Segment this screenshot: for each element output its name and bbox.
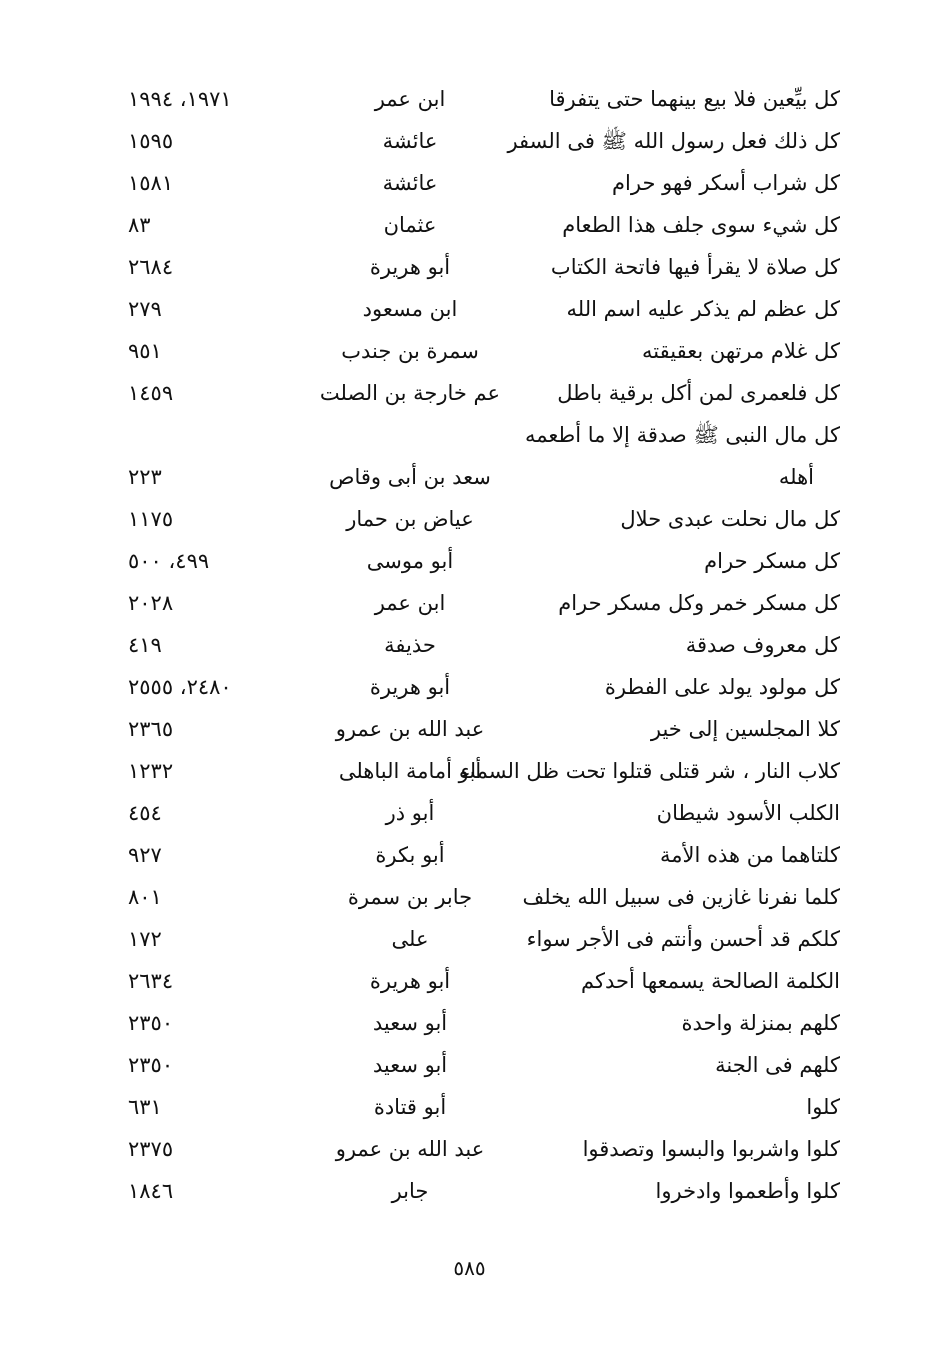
index-row xyxy=(110,792,850,834)
narrator-name: أبو سعيد xyxy=(372,1011,448,1035)
hadith-text: كل مال نحلت عبدى حلال xyxy=(620,507,840,531)
index-row xyxy=(110,288,850,330)
hadith-text: كلهم فى الجنة xyxy=(715,1053,840,1077)
hadith-number: ٦٣١ xyxy=(128,1095,162,1119)
hadith-text: كل مولود يولد على الفطرة xyxy=(604,675,840,699)
hadith-text: كل مسكر خمر وكل مسكر حرام xyxy=(558,591,840,615)
hadith-number: ٢٠٢٨ xyxy=(128,591,174,615)
narrator-name: أبو هريرة xyxy=(369,675,451,699)
hadith-number: ١٥٩٥ xyxy=(128,129,174,153)
hadith-text: الكلمة الصالحة يسمعها أحدكم xyxy=(580,969,840,993)
hadith-text: كل شراب أسكر فهو حرام xyxy=(612,171,840,195)
hadith-text: كلا المجلسين إلى خير xyxy=(650,717,840,741)
page-number: ٥٨٥ xyxy=(453,1256,486,1280)
hadith-text: كلما نفرنا غازين فى سبيل الله يخلف xyxy=(522,885,840,909)
narrator-name: أبو هريرة xyxy=(369,255,451,279)
narrator-name: أبو سعيد xyxy=(372,1053,448,1077)
index-row xyxy=(110,1128,850,1170)
index-row xyxy=(110,960,850,1002)
index-row xyxy=(110,204,850,246)
hadith-index-table xyxy=(110,78,850,1212)
hadith-text: كلاب النار ، شر قتلى قتلوا تحت ظل السماء xyxy=(460,759,840,783)
hadith-text: كلكم قد أحسن وأنتم فى الأجر سواء xyxy=(526,927,840,951)
hadith-text: كلهم بمنزلة واحدة xyxy=(681,1011,840,1035)
hadith-text: كل عظم لم يذكر عليه اسم الله xyxy=(566,297,840,321)
index-row xyxy=(110,162,850,204)
hadith-text-continuation: أهله xyxy=(778,465,814,489)
narrator-name: جابر بن سمرة xyxy=(347,885,473,909)
index-row xyxy=(110,1170,850,1212)
narrator-name: أبو أمامة الباهلى xyxy=(338,759,482,783)
hadith-number: ٩٥١ xyxy=(128,339,162,363)
hadith-number: ١١٧٥ xyxy=(128,507,174,531)
narrator-name: سعد بن أبى وقاص xyxy=(329,465,491,489)
hadith-text: كل مسكر حرام xyxy=(704,549,840,573)
hadith-text: كل ذلك فعل رسول الله ﷺ فى السفر xyxy=(507,129,840,153)
index-row xyxy=(110,498,850,540)
index-row xyxy=(110,918,850,960)
hadith-text: كلوا وأطعموا وادخروا xyxy=(655,1179,840,1203)
narrator-name: أبو ذر xyxy=(385,801,435,825)
index-row xyxy=(110,540,850,582)
narrator-name: ابن عمر xyxy=(374,591,446,615)
hadith-number: ٨٠١ xyxy=(128,885,162,909)
index-row xyxy=(110,708,850,750)
narrator-name: سمرة بن جندب xyxy=(341,339,479,363)
hadith-number: ٢٢٣ xyxy=(128,465,162,489)
hadith-number: ٢٦٨٤ xyxy=(128,255,174,279)
narrator-name: أبو بكرة xyxy=(375,843,445,867)
index-row xyxy=(110,246,850,288)
narrator-name: عبد الله بن عمرو xyxy=(335,717,485,741)
index-row xyxy=(110,372,850,414)
hadith-number: ١٤٥٩ xyxy=(128,381,174,405)
hadith-number: ٢٣٦٥ xyxy=(128,717,174,741)
narrator-name: على xyxy=(391,927,429,951)
hadith-text: كل بيِّعين فلا بيع بينهما حتى يتفرقا xyxy=(549,87,840,111)
index-row xyxy=(110,1002,850,1044)
narrator-name: جابر xyxy=(391,1179,429,1203)
index-row xyxy=(110,78,850,120)
index-row xyxy=(110,120,850,162)
hadith-number: ٢٦٣٤ xyxy=(128,969,174,993)
hadith-number: ٤١٩ xyxy=(128,633,162,657)
hadith-text: كل صلاة لا يقرأ فيها فاتحة الكتاب xyxy=(550,255,840,279)
hadith-number: ١٩٧١، ١٩٩٤ xyxy=(128,87,232,111)
hadith-number: ٢٧٩ xyxy=(128,297,162,321)
narrator-name: عم خارجة بن الصلت xyxy=(319,381,501,405)
narrator-name: أبو هريرة xyxy=(369,969,451,993)
narrator-name: ابن مسعود xyxy=(362,297,458,321)
hadith-number: ١٥٨١ xyxy=(128,171,174,195)
hadith-number: ٢٤٨٠، ٢٥٥٥ xyxy=(128,675,232,699)
narrator-name: حذيفة xyxy=(384,633,436,657)
index-row xyxy=(110,876,850,918)
hadith-text: كلوا xyxy=(806,1095,840,1119)
hadith-text: الكلب الأسود شيطان xyxy=(656,801,840,825)
hadith-text: كل معروف صدقة xyxy=(685,633,840,657)
hadith-text: كل فلعمرى لمن أكل برقية باطل xyxy=(557,381,840,405)
hadith-number: ١٧٢ xyxy=(128,927,162,951)
index-row xyxy=(110,750,850,792)
hadith-number: ٩٢٧ xyxy=(128,843,162,867)
index-row xyxy=(110,666,850,708)
hadith-number: ١٢٣٢ xyxy=(128,759,174,783)
hadith-text: كلتاهما من هذه الأمة xyxy=(660,843,840,867)
hadith-number: ٢٣٧٥ xyxy=(128,1137,174,1161)
index-row xyxy=(110,624,850,666)
index-row xyxy=(110,582,850,624)
narrator-name: أبو موسى xyxy=(366,549,454,573)
hadith-text: كل مال النبى ﷺ صدقة إلا ما أطعمه xyxy=(525,423,840,447)
index-row xyxy=(110,414,850,498)
narrator-name: عبد الله بن عمرو xyxy=(335,1137,485,1161)
hadith-number: ٨٣ xyxy=(128,213,151,237)
index-row xyxy=(110,1086,850,1128)
index-row xyxy=(110,834,850,876)
hadith-text: كل غلام مرتهن بعقيقته xyxy=(642,339,840,363)
index-row xyxy=(110,330,850,372)
hadith-number: ١٨٤٦ xyxy=(128,1179,174,1203)
narrator-name: عثمان xyxy=(383,213,437,237)
narrator-name: ابن عمر xyxy=(374,87,446,111)
narrator-name: أبو قتادة xyxy=(373,1095,447,1119)
narrator-name: عائشة xyxy=(382,129,438,153)
narrator-name: عائشة xyxy=(382,171,438,195)
hadith-number: ٤٥٤ xyxy=(128,801,162,825)
hadith-number: ٢٣٥٠ xyxy=(128,1053,174,1077)
hadith-number: ٤٩٩، ٥٠٠ xyxy=(128,549,210,573)
hadith-number: ٢٣٥٠ xyxy=(128,1011,174,1035)
hadith-text: كلوا واشربوا والبسوا وتصدقوا xyxy=(582,1137,840,1161)
hadith-text: كل شيء سوى جلف هذا الطعام xyxy=(562,213,840,237)
narrator-name: عياض بن حمار xyxy=(346,507,474,531)
index-row xyxy=(110,1044,850,1086)
